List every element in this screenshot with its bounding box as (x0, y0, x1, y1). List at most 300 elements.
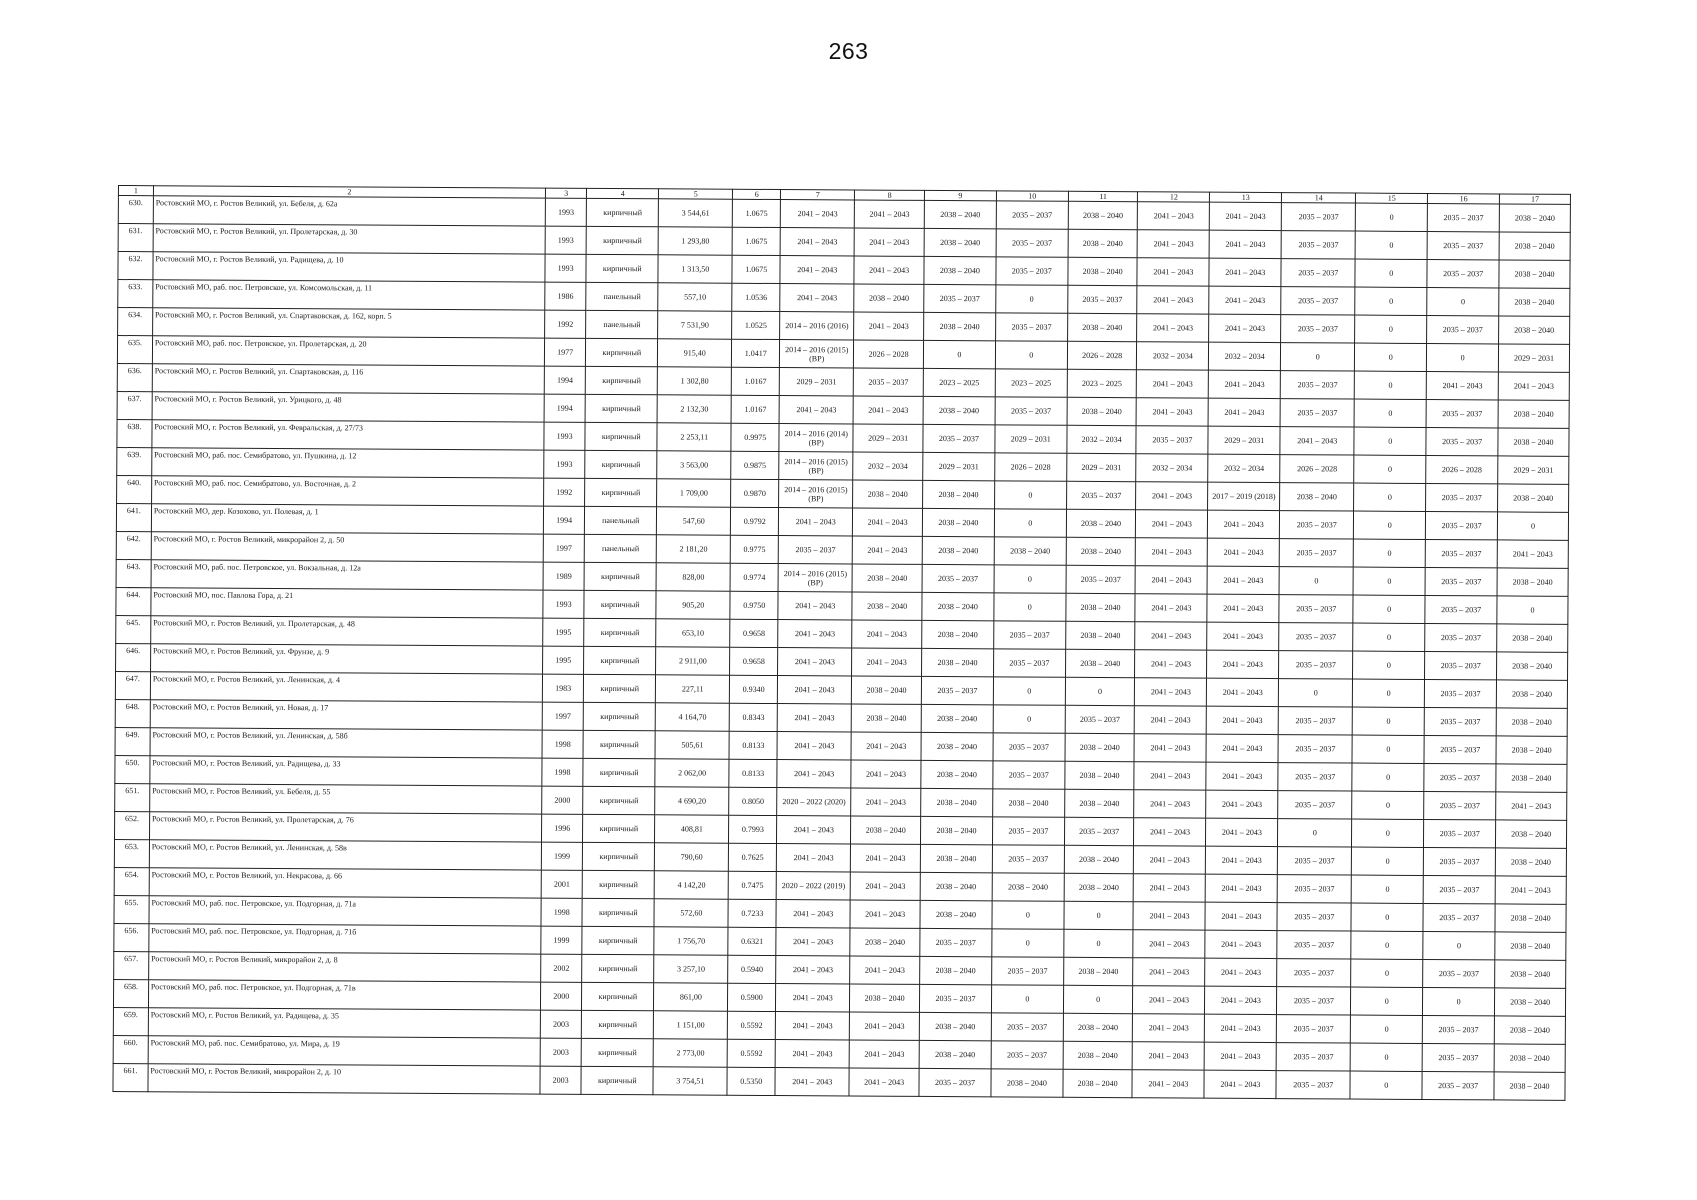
table-cell-col-9: 2038 – 2040 (924, 256, 996, 284)
table-cell-col-3: 1994 (544, 366, 586, 394)
table-cell-col-14: 2035 – 2037 (1277, 987, 1351, 1015)
table-cell-col-6: 0.5592 (727, 1039, 775, 1067)
table-cell-col-5: 3 563,00 (657, 451, 731, 479)
table-cell-col-12: 2041 – 2043 (1134, 734, 1206, 762)
table-cell-col-8: 2038 – 2040 (852, 564, 922, 592)
table-cell-col-8: 2041 – 2043 (854, 228, 924, 256)
table-cell-col-1: 634. (118, 308, 153, 336)
table-cell-col-4: кирпичный (583, 814, 655, 842)
table-cell-col-12: 2041 – 2043 (1134, 818, 1206, 846)
table-cell-col-4: кирпичный (581, 1038, 653, 1066)
table-cell-col-8: 2041 – 2043 (854, 256, 924, 284)
table-cell-col-6: 0.9658 (730, 647, 778, 675)
table-cell-col-17: 0 (1497, 512, 1568, 540)
table-cell-col-7: 2041 – 2043 (780, 228, 854, 256)
table-cell-col-14: 2035 – 2037 (1280, 511, 1354, 539)
table-cell-col-16: 2035 – 2037 (1425, 595, 1497, 623)
table-cell-col-5: 3 257,10 (654, 955, 728, 983)
table-cell-col-2: Ростовский МО, раб. пос. Петровское, ул. Подгорная, д. 71в (148, 980, 540, 1010)
table-cell-col-10: 2035 – 2037 (992, 845, 1064, 873)
table-cell-col-15: 0 (1353, 651, 1425, 679)
table-cell-col-12: 2041 – 2043 (1138, 230, 1210, 258)
table-cell-col-3: 1977 (544, 338, 586, 366)
table-cell-col-7: 2041 – 2043 (777, 704, 851, 732)
table-cell-col-11: 2035 – 2037 (1064, 817, 1134, 845)
table-cell-col-13: 2041 – 2043 (1204, 1070, 1276, 1098)
table-cell-col-14: 2038 – 2040 (1280, 483, 1354, 511)
table-cell-col-1: 633. (118, 280, 153, 308)
table-cell-col-6: 0.5592 (728, 1011, 776, 1039)
column-header-5: 5 (659, 189, 733, 199)
table-cell-col-11: 2038 – 2040 (1068, 201, 1138, 229)
table-cell-col-10: 2035 – 2037 (995, 397, 1067, 425)
table-cell-col-2: Ростовский МО, раб. пос. Петровское, ул. Комсомольская, д. 11 (153, 280, 545, 310)
table-cell-col-8: 2041 – 2043 (850, 900, 920, 928)
table-cell-col-7: 2041 – 2043 (778, 620, 852, 648)
table-cell-col-10: 2035 – 2037 (992, 957, 1064, 985)
table-cell-col-6: 0.9792 (731, 507, 779, 535)
table-cell-col-16: 0 (1423, 931, 1495, 959)
table-cell-col-1: 630. (118, 196, 153, 224)
table-cell-col-14: 2035 – 2037 (1280, 371, 1354, 399)
table-cell-col-13: 2041 – 2043 (1208, 510, 1280, 538)
table-cell-col-14: 2035 – 2037 (1278, 791, 1352, 819)
table-cell-col-13: 2041 – 2043 (1209, 258, 1281, 286)
table-cell-col-11: 2038 – 2040 (1068, 229, 1138, 257)
table-cell-col-13: 2041 – 2043 (1209, 286, 1281, 314)
table-cell-col-5: 1 293,80 (658, 227, 732, 255)
table-cell-col-13: 2041 – 2043 (1207, 566, 1279, 594)
table-cell-col-6: 0.7993 (729, 815, 777, 843)
table-cell-col-3: 1998 (542, 758, 584, 786)
table-cell-col-5: 408,81 (655, 815, 729, 843)
table-cell-col-6: 0.8133 (729, 759, 777, 787)
table-cell-col-2: Ростовский МО, г. Ростов Великий, ул. Ленинская, д. 58в (149, 840, 541, 870)
table-cell-col-16: 2041 – 2043 (1426, 371, 1498, 399)
table-cell-col-4: кирпичный (585, 422, 657, 450)
table-cell-col-6: 0.9774 (730, 563, 778, 591)
table-cell-col-12: 2032 – 2034 (1136, 454, 1208, 482)
table-cell-col-4: кирпичный (583, 842, 655, 870)
table-cell-col-3: 1997 (542, 702, 584, 730)
table-cell-col-17: 2038 – 2040 (1497, 568, 1568, 596)
table-cell-col-7: 2014 – 2016 (2014) (ВР) (779, 424, 853, 452)
table-cell-col-2: Ростовский МО, раб. пос. Петровское, ул. Подгорная, д. 71а (149, 896, 541, 926)
table-cell-col-9: 2035 – 2037 (920, 928, 992, 956)
table-cell-col-9: 2029 – 2031 (923, 452, 995, 480)
table-cell-col-14: 2026 – 2028 (1280, 455, 1354, 483)
table-cell-col-17: 2029 – 2031 (1498, 456, 1569, 484)
table-cell-col-5: 1 151,00 (654, 1011, 728, 1039)
table-cell-col-16: 2035 – 2037 (1422, 1071, 1494, 1099)
table-cell-col-11: 2038 – 2040 (1066, 509, 1136, 537)
table-cell-col-17: 2038 – 2040 (1499, 204, 1570, 232)
table-cell-col-14: 2035 – 2037 (1278, 707, 1352, 735)
table-cell-col-10: 2035 – 2037 (996, 229, 1068, 257)
table-cell-col-11: 2038 – 2040 (1066, 593, 1136, 621)
table-cell-col-15: 0 (1354, 399, 1426, 427)
table-cell-col-5: 4 690,20 (655, 787, 729, 815)
table-cell-col-9: 2038 – 2040 (920, 844, 992, 872)
table-cell-col-17: 2038 – 2040 (1495, 960, 1566, 988)
table-cell-col-15: 0 (1351, 959, 1423, 987)
table-cell-col-9: 2035 – 2037 (923, 424, 995, 452)
table-cell-col-16: 2035 – 2037 (1424, 791, 1496, 819)
table-cell-col-5: 861,00 (654, 983, 728, 1011)
table-cell-col-4: кирпичный (582, 982, 654, 1010)
table-cell-col-8: 2041 – 2043 (852, 648, 922, 676)
table-cell-col-13: 2041 – 2043 (1209, 370, 1281, 398)
table-cell-col-14: 2035 – 2037 (1278, 847, 1352, 875)
table-cell-col-16: 2035 – 2037 (1427, 315, 1499, 343)
table-cell-col-2: Ростовский МО, раб. пос. Петровское, ул. Подгорная, д. 71б (149, 924, 541, 954)
column-header-16: 16 (1428, 194, 1500, 204)
table-cell-col-3: 1996 (541, 814, 583, 842)
table-cell-col-17: 2038 – 2040 (1497, 652, 1568, 680)
table-cell-col-11: 2038 – 2040 (1065, 761, 1135, 789)
table-cell-col-14: 2035 – 2037 (1281, 231, 1355, 259)
table-cell-col-8: 2038 – 2040 (852, 592, 922, 620)
column-header-6: 6 (733, 189, 781, 199)
table-cell-col-3: 2003 (540, 1010, 582, 1038)
table-cell-col-13: 2041 – 2043 (1206, 874, 1278, 902)
table-cell-col-11: 2038 – 2040 (1065, 733, 1135, 761)
table-cell-col-10: 0 (993, 677, 1065, 705)
table-cell-col-9: 2038 – 2040 (920, 956, 992, 984)
table-cell-col-13: 2041 – 2043 (1206, 762, 1278, 790)
table-cell-col-16: 2035 – 2037 (1423, 959, 1495, 987)
table-cell-col-10: 2026 – 2028 (995, 453, 1067, 481)
table-cell-col-17: 2041 – 2043 (1496, 792, 1567, 820)
table-cell-col-6: 0.9775 (731, 535, 779, 563)
table-cell-col-5: 1 313,50 (658, 255, 732, 283)
table-cell-col-12: 2041 – 2043 (1134, 762, 1206, 790)
table-cell-col-6: 0.9870 (731, 479, 779, 507)
table-cell-col-5: 828,00 (656, 563, 730, 591)
table-cell-col-17: 2038 – 2040 (1498, 484, 1569, 512)
table-cell-col-1: 649. (115, 727, 150, 755)
table-cell-col-13: 2041 – 2043 (1206, 790, 1278, 818)
table-cell-col-4: кирпичный (586, 366, 658, 394)
table-cell-col-4: панельный (586, 282, 658, 310)
table-cell-col-2: Ростовский МО, г. Ростов Великий, ул. Ленинская, д. 58б (150, 728, 542, 758)
table-cell-col-5: 227,11 (656, 675, 730, 703)
table-cell-col-5: 2 773,00 (653, 1039, 727, 1067)
table-cell-col-12: 2041 – 2043 (1136, 482, 1208, 510)
table-cell-col-12: 2041 – 2043 (1133, 1014, 1205, 1042)
table-cell-col-5: 653,10 (656, 619, 730, 647)
page-number: 263 (828, 38, 869, 64)
table-cell-col-10: 2035 – 2037 (993, 649, 1065, 677)
table-cell-col-8: 2041 – 2043 (850, 1012, 920, 1040)
table-cell-col-10: 2038 – 2040 (993, 789, 1065, 817)
table-cell-col-1: 645. (116, 615, 151, 643)
column-header-3: 3 (545, 188, 586, 198)
table-cell-col-1: 641. (116, 503, 151, 531)
table-cell-col-1: 646. (116, 643, 151, 671)
table-cell-col-10: 2029 – 2031 (995, 425, 1067, 453)
column-header-8: 8 (855, 190, 925, 200)
table-cell-col-15: 0 (1352, 791, 1424, 819)
table-cell-col-14: 0 (1279, 567, 1353, 595)
table-cell-col-7: 2041 – 2043 (776, 928, 850, 956)
table-cell-col-16: 2035 – 2037 (1422, 1043, 1494, 1071)
table-cell-col-6: 1.0675 (733, 199, 781, 227)
table-cell-col-11: 2038 – 2040 (1064, 789, 1134, 817)
table-cell-col-15: 0 (1351, 987, 1423, 1015)
table-cell-col-2: Ростовский МО, г. Ростов Великий, ул. Фрунзе, д. 9 (150, 644, 542, 674)
table-cell-col-10: 0 (993, 705, 1065, 733)
table-cell-col-5: 572,60 (654, 899, 728, 927)
table-cell-col-7: 2041 – 2043 (779, 508, 853, 536)
table-cell-col-7: 2041 – 2043 (776, 1012, 850, 1040)
table-cell-col-8: 2038 – 2040 (852, 676, 922, 704)
table-cell-col-15: 0 (1352, 707, 1424, 735)
table-cell-col-10: 0 (994, 593, 1066, 621)
table-cell-col-2: Ростовский МО, г. Ростов Великий, ул. Февральская, д. 27/73 (152, 420, 544, 450)
table-cell-col-17: 2038 – 2040 (1499, 260, 1570, 288)
table-cell-col-4: панельный (585, 534, 657, 562)
table-cell-col-4: кирпичный (583, 870, 655, 898)
table-cell-col-16: 2035 – 2037 (1424, 735, 1496, 763)
table-cell-col-17: 2038 – 2040 (1498, 428, 1569, 456)
table-cell-col-5: 2 911,00 (656, 647, 730, 675)
table-cell-col-3: 1999 (541, 842, 583, 870)
table-cell-col-13: 2032 – 2034 (1209, 342, 1281, 370)
table-cell-col-1: 657. (114, 951, 149, 979)
table-cell-col-11: 2029 – 2031 (1066, 453, 1136, 481)
table-cell-col-9: 2035 – 2037 (924, 284, 996, 312)
table-cell-col-8: 2035 – 2037 (854, 368, 924, 396)
table-cell-col-15: 0 (1352, 763, 1424, 791)
table-cell-col-5: 7 531,90 (658, 311, 732, 339)
table-cell-col-17: 2038 – 2040 (1496, 708, 1567, 736)
table-cell-col-16: 2035 – 2037 (1427, 231, 1499, 259)
table-cell-col-3: 1993 (545, 226, 587, 254)
table-cell-col-7: 2041 – 2043 (777, 844, 851, 872)
table-cell-col-8: 2041 – 2043 (855, 200, 925, 228)
table-cell-col-17: 2038 – 2040 (1499, 288, 1570, 316)
table-cell-col-11: 0 (1065, 677, 1135, 705)
table-cell-col-3: 1994 (544, 394, 586, 422)
table-cell-col-8: 2038 – 2040 (853, 480, 923, 508)
table-cell-col-3: 1998 (542, 730, 584, 758)
table-cell-col-11: 2038 – 2040 (1067, 313, 1137, 341)
table-cell-col-4: кирпичный (585, 450, 657, 478)
table-cell-col-4: кирпичный (582, 898, 654, 926)
table-cell-col-7: 2041 – 2043 (780, 200, 854, 228)
table-cell-col-3: 1997 (543, 534, 585, 562)
table-cell-col-1: 631. (118, 224, 153, 252)
table-cell-col-6: 1.0417 (732, 339, 780, 367)
table-cell-col-8: 2041 – 2043 (850, 956, 920, 984)
table-cell-col-4: кирпичный (582, 926, 654, 954)
table-cell-col-4: кирпичный (585, 394, 657, 422)
table-cell-col-2: Ростовский МО, г. Ростов Великий, ул. Урицкого, д. 48 (152, 392, 544, 422)
table-cell-col-3: 1999 (541, 926, 583, 954)
table-cell-col-3: 2003 (540, 1066, 582, 1094)
table-cell-col-14: 2035 – 2037 (1281, 315, 1355, 343)
table-cell-col-11: 2038 – 2040 (1064, 845, 1134, 873)
table-cell-col-13: 2041 – 2043 (1206, 818, 1278, 846)
table-cell-col-10: 2038 – 2040 (994, 537, 1066, 565)
table-cell-col-6: 0.7475 (728, 871, 776, 899)
table-cell-col-5: 4 164,70 (655, 703, 729, 731)
table-cell-col-10: 0 (995, 341, 1067, 369)
housing-repair-schedule-table (112, 185, 1571, 1101)
table-cell-col-5: 3 754,51 (653, 1067, 727, 1095)
table-cell-col-11: 2023 – 2025 (1067, 369, 1137, 397)
column-header-9: 9 (924, 190, 996, 200)
table-cell-col-14: 2035 – 2037 (1277, 875, 1351, 903)
table-cell-col-3: 1993 (545, 254, 587, 282)
table-cell-col-1: 661. (113, 1063, 148, 1091)
table-cell-col-1: 655. (114, 895, 149, 923)
table-cell-col-8: 2032 – 2034 (853, 452, 923, 480)
table-cell-col-11: 2026 – 2028 (1067, 341, 1137, 369)
table-cell-col-13: 2041 – 2043 (1205, 986, 1277, 1014)
table-cell-col-11: 2038 – 2040 (1065, 621, 1135, 649)
table-cell-col-15: 0 (1350, 1071, 1422, 1099)
table-cell-col-15: 0 (1355, 259, 1427, 287)
table-cell-col-10: 2035 – 2037 (991, 1041, 1063, 1069)
table-cell-col-5: 4 142,20 (654, 871, 728, 899)
table-cell-col-9: 2038 – 2040 (920, 816, 992, 844)
table-cell-col-13: 2041 – 2043 (1206, 846, 1278, 874)
table-cell-col-2: Ростовский МО, раб. пос. Семибратово, ул. Восточная, д. 2 (151, 476, 543, 506)
table-cell-col-16: 0 (1427, 343, 1499, 371)
table-cell-col-10: 0 (994, 481, 1066, 509)
table-cell-col-7: 2041 – 2043 (778, 676, 852, 704)
table-cell-col-16: 2035 – 2037 (1424, 707, 1496, 735)
table-cell-col-15: 0 (1355, 315, 1427, 343)
table-cell-col-4: кирпичный (584, 590, 656, 618)
table-cell-col-9: 2038 – 2040 (921, 788, 993, 816)
table-cell-col-12: 2041 – 2043 (1133, 930, 1205, 958)
table-cell-col-4: кирпичный (581, 1066, 653, 1094)
table-cell-col-1: 644. (116, 587, 151, 615)
table-cell-col-12: 2041 – 2043 (1138, 202, 1210, 230)
table-cell-col-7: 2041 – 2043 (778, 592, 852, 620)
table-cell-col-2: Ростовский МО, г. Ростов Великий, ул. Пролетарская, д. 76 (149, 812, 541, 842)
table-cell-col-16: 2035 – 2037 (1427, 204, 1499, 232)
table-cell-col-17: 2038 – 2040 (1496, 680, 1567, 708)
table-cell-col-4: кирпичный (586, 254, 658, 282)
table-cell-col-17: 0 (1497, 596, 1568, 624)
table-cell-col-10: 0 (994, 565, 1066, 593)
table-cell-col-13: 2041 – 2043 (1210, 202, 1282, 230)
table-cell-col-8: 2041 – 2043 (849, 1040, 919, 1068)
table-cell-col-14: 2035 – 2037 (1280, 399, 1354, 427)
table-cell-col-5: 1 302,80 (657, 367, 731, 395)
table-cell-col-8: 2041 – 2043 (853, 508, 923, 536)
table-cell-col-9: 2038 – 2040 (919, 1012, 991, 1040)
table-cell-col-15: 0 (1352, 847, 1424, 875)
table-cell-col-10: 2035 – 2037 (992, 817, 1064, 845)
table-cell-col-8: 2038 – 2040 (851, 816, 921, 844)
table-cell-col-17: 2038 – 2040 (1494, 1072, 1565, 1100)
table-cell-col-4: кирпичный (584, 562, 656, 590)
table-cell-col-1: 636. (117, 363, 152, 391)
table-cell-col-9: 2038 – 2040 (921, 760, 993, 788)
table-cell-col-11: 0 (1064, 901, 1134, 929)
table-cell-col-2: Ростовский МО, раб. пос. Семибратово, ул. Мира, д. 19 (148, 1036, 540, 1066)
table-cell-col-3: 1995 (542, 646, 584, 674)
table-cell-col-8: 2029 – 2031 (853, 424, 923, 452)
table-cell-col-2: Ростовский МО, г. Ростов Великий, ул. Радищева, д. 10 (153, 252, 545, 282)
table-cell-col-7: 2041 – 2043 (775, 1040, 849, 1068)
table-cell-col-9: 2038 – 2040 (923, 396, 995, 424)
table-cell-col-9: 2038 – 2040 (921, 704, 993, 732)
table-cell-col-14: 2035 – 2037 (1278, 735, 1352, 763)
table-cell-col-12: 2041 – 2043 (1135, 678, 1207, 706)
table-cell-col-7: 2014 – 2016 (2015) (ВР) (779, 452, 853, 480)
table-cell-col-14: 2035 – 2037 (1279, 623, 1353, 651)
table-cell-col-7: 2041 – 2043 (780, 284, 854, 312)
table-cell-col-5: 1 756,70 (654, 927, 728, 955)
table-cell-col-17: 2029 – 2031 (1498, 344, 1569, 372)
table-cell-col-13: 2041 – 2043 (1206, 734, 1278, 762)
table-cell-col-13: 2041 – 2043 (1205, 902, 1277, 930)
table-cell-col-15: 0 (1350, 1043, 1422, 1071)
table-cell-col-2: Ростовский МО, раб. пос. Петровское, ул. Вокзальная, д. 12а (151, 560, 543, 590)
table-cell-col-11: 2035 – 2037 (1068, 285, 1138, 313)
table-cell-col-12: 2041 – 2043 (1135, 706, 1207, 734)
table-cell-col-17: 2038 – 2040 (1497, 624, 1568, 652)
column-header-11: 11 (1068, 191, 1138, 201)
table-cell-col-12: 2041 – 2043 (1133, 902, 1205, 930)
column-header-17: 17 (1500, 194, 1571, 204)
table-cell-col-2: Ростовский МО, г. Ростов Великий, ул. Пролетарская, д. 48 (151, 616, 543, 646)
column-header-13: 13 (1210, 192, 1282, 202)
table-cell-col-3: 1993 (544, 422, 586, 450)
table-cell-col-1: 648. (115, 699, 150, 727)
table-cell-col-10: 0 (991, 985, 1063, 1013)
table-cell-col-6: 1.0536 (732, 283, 780, 311)
table-cell-col-13: 2041 – 2043 (1207, 622, 1279, 650)
table-cell-col-6: 0.7233 (728, 899, 776, 927)
column-header-4: 4 (587, 188, 659, 198)
table-cell-col-14: 0 (1279, 679, 1353, 707)
table-cell-col-7: 2041 – 2043 (775, 1068, 849, 1096)
table-cell-col-12: 2041 – 2043 (1135, 622, 1207, 650)
table-cell-col-13: 2041 – 2043 (1207, 678, 1279, 706)
table-cell-col-5: 505,61 (655, 731, 729, 759)
column-header-1: 1 (118, 186, 153, 196)
table-cell-col-13: 2041 – 2043 (1205, 958, 1277, 986)
table-cell-col-9: 2038 – 2040 (921, 732, 993, 760)
table-cell-col-6: 0.8133 (729, 731, 777, 759)
table-cell-col-3: 1992 (544, 478, 586, 506)
table-cell-col-6: 0.9340 (730, 675, 778, 703)
table-cell-col-5: 1 709,00 (657, 479, 731, 507)
table-cell-col-5: 790,60 (655, 843, 729, 871)
table-cell-col-2: Ростовский МО, пос. Павлова Гора, д. 21 (151, 588, 543, 618)
table-cell-col-1: 640. (117, 475, 152, 503)
table-cell-col-6: 1.0675 (732, 227, 780, 255)
table-cell-col-15: 0 (1355, 371, 1427, 399)
table-cell-col-17: 2038 – 2040 (1499, 316, 1570, 344)
table-cell-col-2: Ростовский МО, г. Ростов Великий, ул. Новая, д. 17 (150, 700, 542, 730)
column-header-2: 2 (153, 186, 545, 198)
table-cell-col-14: 0 (1278, 819, 1352, 847)
table-cell-col-14: 2035 – 2037 (1277, 931, 1351, 959)
table-cell-col-4: кирпичный (587, 198, 659, 226)
table-cell-col-2: Ростовский МО, г. Ростов Великий, ул. Спартаковская, д. 116 (152, 364, 544, 394)
table-cell-col-1: 643. (116, 559, 151, 587)
table-cell-col-16: 2035 – 2037 (1423, 903, 1495, 931)
table-cell-col-11: 2038 – 2040 (1063, 1069, 1133, 1097)
